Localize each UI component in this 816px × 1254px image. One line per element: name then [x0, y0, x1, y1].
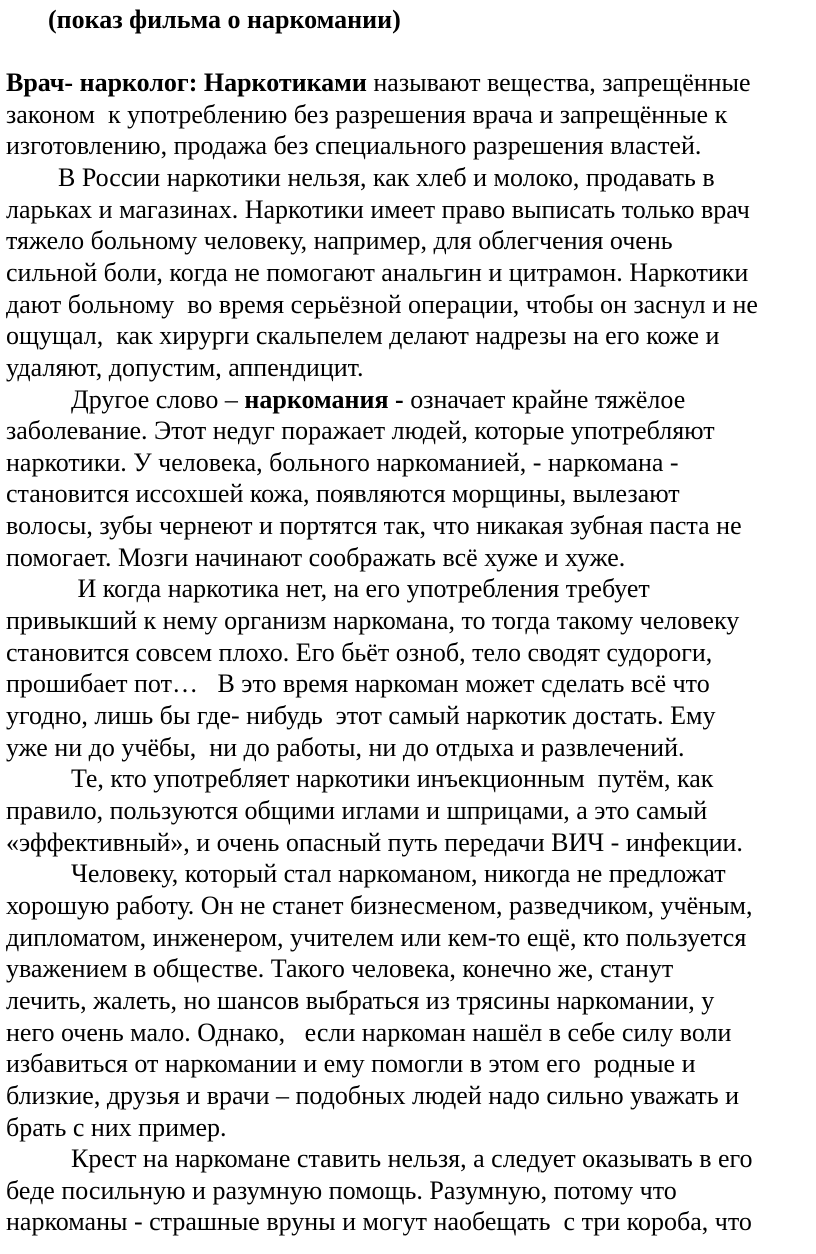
text-segment: помогает. Мозги начинают соображать всё хуже и хуже. — [6, 542, 626, 572]
text-segment: уже ни до учёбы, ни до работы, ни до отдыха и развлечений. — [6, 732, 685, 762]
text-line — [6, 1080, 812, 1112]
text-line — [6, 320, 812, 352]
text-segment: хорошую работу. Он не станет бизнесменом, разведчиком, учёным, — [6, 890, 753, 920]
text-line — [6, 573, 812, 605]
text-segment: ощущал, как хирурги скальпелем делают надрезы на его коже и — [6, 321, 720, 351]
text-line — [6, 162, 812, 194]
text-segment: становится совсем плохо. Его бьёт озноб, тело сводят судороги, — [6, 637, 713, 667]
text-line — [6, 795, 812, 827]
text-line — [6, 890, 812, 922]
text-segment: привыкший к нему организм наркомана, то тогда такому человеку — [6, 606, 740, 635]
text-line — [6, 1175, 812, 1207]
text-segment: Крест на наркомане ставить нельзя, а следует оказывать в его — [6, 1144, 753, 1174]
text-segment: близкие, друзья и врачи – подобных людей надо сильно уважать и — [6, 1080, 740, 1110]
text-line — [6, 1206, 812, 1238]
bold-text-segment: Врач- нарколог: Наркотиками — [6, 68, 367, 97]
text-segment: правило, пользуются общими иглами и шприцами, а это самый — [6, 795, 708, 825]
text-segment: дипломатом, инженером, учителем или кем-то ещё, кто пользуется — [6, 922, 747, 952]
text-line — [6, 827, 812, 859]
text-segment: угодно, лишь бы где- нибудь этот самый наркотик достать. Ему — [6, 701, 716, 730]
text-line — [6, 542, 812, 574]
text-line — [6, 1048, 812, 1080]
text-segment: него очень мало. Однако, если наркоман нашёл в себе силу воли — [6, 1017, 732, 1047]
text-line — [6, 384, 812, 416]
text-segment: тяжело больному человеку, например, для облегчения очень — [6, 226, 673, 256]
text-segment: Те, кто употребляет наркотики инъекционным путём, как — [6, 764, 714, 794]
text-segment: наркоманы - страшные вруны и могут наобещать с три короба, что — [6, 1207, 752, 1237]
text-line — [6, 985, 812, 1017]
text-line — [6, 763, 812, 795]
text-line — [6, 1112, 812, 1144]
text-line — [6, 605, 812, 637]
text-line — [6, 953, 812, 985]
text-segment: становится иссохшей кожа, появляются морщины, вылезают — [6, 479, 680, 509]
text-segment: волосы, зубы чернеют и портятся так, что никакая зубная паста не — [6, 511, 742, 541]
text-line — [6, 478, 812, 510]
text-segment: избавиться от наркомании и ему помогли в этом его родные и — [6, 1049, 696, 1079]
text-segment: брать с них пример. — [6, 1112, 227, 1142]
text-segment: «эффективный», и очень опасный путь передачи ВИЧ - инфекции. — [6, 827, 743, 857]
text-line — [6, 1017, 812, 1049]
text-line — [6, 67, 812, 99]
text-segment: ларьках и магазинах. Наркотики имеет право выписать только врач — [6, 194, 750, 224]
text-segment: лечить, жалеть, но шансов выбраться из трясины наркомании, у — [6, 985, 715, 1015]
text-segment: удаляют, допустим, аппендицит. — [6, 352, 364, 382]
text-line — [6, 352, 812, 384]
text-segment: называют вещества, запрещённые — [366, 68, 751, 97]
text-line — [6, 447, 812, 479]
text-line — [6, 194, 812, 226]
text-segment: И когда наркотика нет, на его употребления требует — [6, 574, 650, 604]
text-line — [6, 858, 812, 890]
text-line — [6, 637, 812, 669]
text-segment: уважением в обществе. Такого человека, конечно же, станут — [6, 954, 674, 984]
text-line — [6, 225, 812, 257]
bold-text-segment: наркомания - — [244, 384, 404, 414]
text-segment: Человеку, который стал наркоманом, никогда не предложат — [6, 859, 726, 889]
text-segment: прошибает пот… В это время наркоман может сделать всё что — [6, 669, 710, 699]
text-segment: сильной боли, когда не помогают анальгин и цитрамон. Наркотики — [6, 257, 749, 287]
text-segment: законом к употреблению без разрешения врача и запрещённые к — [6, 99, 728, 129]
text-line — [6, 130, 812, 162]
text-segment: заболевание. Этот недуг поражает людей, которые употребляют — [6, 416, 715, 446]
text-line — [6, 99, 812, 131]
text-line — [6, 289, 812, 321]
text-line — [6, 415, 812, 447]
text-line — [6, 700, 812, 732]
text-line — [6, 922, 812, 954]
document-heading: (показ фильма о наркомании) — [48, 5, 401, 34]
text-line — [6, 668, 812, 700]
text-segment: В России наркотики нельзя, как хлеб и молоко, продавать в — [6, 162, 715, 192]
text-line — [6, 1143, 812, 1175]
text-segment: беде посильную и разумную помощь. Разумную, потому что — [6, 1175, 677, 1205]
text-segment: изготовлению, продажа без специального разрешения властей. — [6, 131, 702, 161]
text-line — [6, 257, 812, 289]
text-segment: наркотики. У человека, больного наркоманией, - наркомана - — [6, 447, 679, 477]
text-segment: дают больному во время серьёзной операции, чтобы он заснул и не — [6, 289, 758, 319]
text-segment: означает крайне тяжёлое — [403, 384, 686, 414]
text-segment: Другое слово – — [6, 384, 245, 414]
text-line — [6, 732, 812, 764]
text-line — [6, 510, 812, 542]
